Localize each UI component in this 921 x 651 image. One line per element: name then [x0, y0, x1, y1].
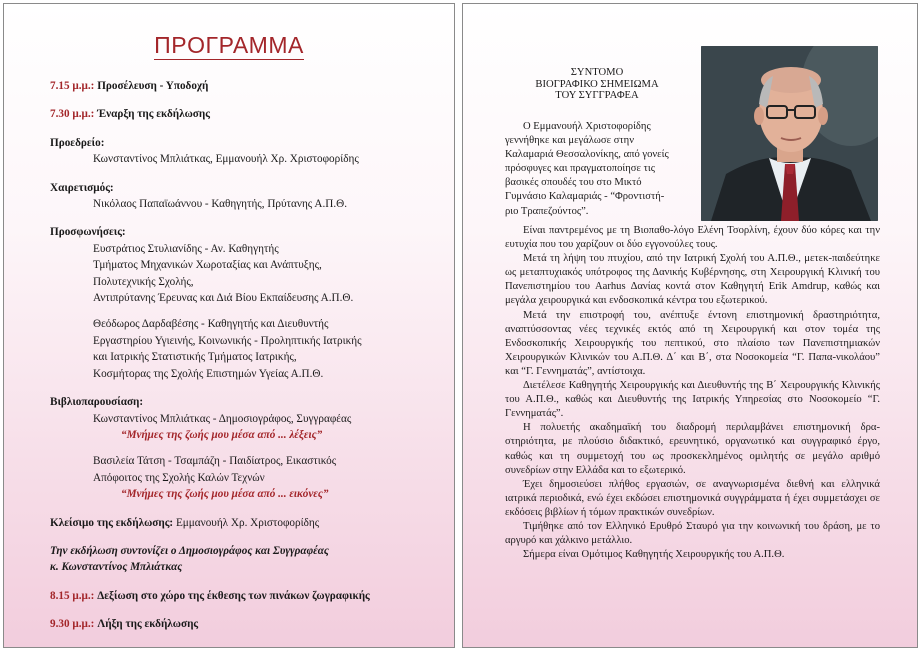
biography-page	[462, 3, 918, 648]
addresses-heading: Προσφωνήσεις:	[50, 226, 126, 239]
speaker2-line: Κοσμήτορας της Σχολής Επιστημών Υγείας Α.Π.Θ.	[93, 367, 324, 380]
speaker1-line: Αντιπρύτανης Έρευνας και Διά Βίου Εκπαίδευσης Α.Π.Θ.	[93, 292, 354, 305]
book-heading: Βιβλιοπαρουσίαση:	[50, 396, 144, 409]
bio-title: ΣΥΝΤΟΜΟ ΒΙΟΓΡΑΦΙΚΟ ΣΗΜΕΙΩΜΑ ΤΟΥ ΣΥΓΓΡΑΦΕΑ	[535, 67, 659, 102]
greeting-heading: Χαιρετισμός:	[50, 181, 114, 194]
presidium-line: Κωνσταντίνος Μπλιάτκας, Εμμανουήλ Χρ. Χριστοφορίδης	[93, 153, 359, 166]
book-presenter2: Βασιλεία Τάτση - Τσαμπάζη - Παιδίατρος, Εικαστικός	[93, 455, 337, 468]
bio-paragraph: Μετά την επιστροφή του, ανέπτυξε έντονη επιστημονική δραστηριότητα, αναπτύσσοντας νέες τεχνικές εκτός από τη Χειρουργική και στον τομέα της Ενδοσκοπικής Χειρουργικής του πεπτικού, στο πλαίσιο των Πανεπιστημιακών Χειρουργικών Κλινικών του Α.Π.Θ. Δ΄ και Β΄, στα Νοσοκομεία “Γ. Παπα-νικολάου” και “Γ. Γεννηματάς”, αντίστοιχα.	[505, 309, 880, 377]
item-start: 7.30 μ.μ.: Έναρξη της εκδήλωσης	[50, 108, 210, 121]
bio-intro: Ο Εμμανουήλ Χριστοφορίδης γεννήθηκε και μεγάλωσε στην Καλαμαριά Θεσσαλονίκης, από γονείς πρόσφυγες και πραγματοποίησε τις βασικές σπουδές του στο Μικτό Γυμνάσιο Καλαμαριάς - “Φροντιστή- ριο Τραπεζούντος”.	[505, 121, 669, 217]
book-quote2: “Μνήμες της ζωής μου μέσα από ... εικόνες”	[121, 488, 329, 501]
speaker1-line: Ευστράτιος Στυλιανίδης - Αν. Καθηγητής	[93, 242, 279, 255]
speaker2-line: και Ιατρικής Στατιστικής Τμήματος Ιατρικής,	[93, 351, 297, 364]
book-presenter1: Κωνσταντίνος Μπλιάτκας - Δημοσιογράφος, Συγγραφέας	[93, 412, 352, 425]
coordinator-line: Την εκδήλωση συντονίζει ο Δημοσιογράφος και Συγγραφέας	[50, 544, 329, 557]
program-page	[3, 3, 455, 648]
item-end: 9.30 μ.μ.: Λήξη της εκδήλωσης	[50, 618, 199, 631]
speaker1-line: Τμήματος Μηχανικών Χωροταξίας και Ανάπτυξης,	[93, 259, 322, 272]
book-quote1: “Μνήμες της ζωής μου μέσα από ... λέξεις”	[121, 428, 323, 441]
bio-paragraph: Σήμερα είναι Ομότιμος Καθηγητής Χειρουργικής του Α.Π.Θ.	[523, 549, 785, 561]
item-arrival: 7.15 μ.μ.: Προσέλευση - Υποδοχή	[50, 80, 209, 92]
greeting-line: Νικόλαος Παπαϊωάννου - Καθηγητής, Πρύτανης Α.Π.Θ.	[93, 198, 348, 211]
coordinator-name: κ. Κωνσταντίνος Μπλιάτκας	[50, 561, 183, 574]
speaker2-line: Θεόδωρος Δαρδαβέσης - Καθηγητής και Διευθυντής	[93, 318, 329, 331]
program-title: ΠΡΟΓΡΑΜΜΑ	[154, 32, 304, 58]
author-photo	[701, 46, 878, 221]
bio-paragraph: Έχει δημοσιεύσει πλήθος εργασιών, σε αναγνωρισμένα διεθνή και ελληνικά ιατρικά περιοδικά, ενώ έχει εκδώσει επιστημονικά συγγράμματα ή έχει συμμετάσχει σε εκδόσεις βιβλίων ή τόμων πρακτικών συνεδρίων.	[505, 478, 880, 518]
program-content	[50, 78, 450, 633]
item-reception: 8.15 μ.μ.: Δεξίωση στο χώρο της έκθεσης των πινάκων ζωγραφικής	[50, 589, 370, 602]
portrait-illustration	[701, 46, 878, 221]
bio-paragraph: Διετέλεσε Καθηγητής Χειρουργικής και Διευθυντής της Β΄ Χειρουργικής Κλινικής του Α.Π.Θ., καθώς και Διευθυντής της Ιατρικής Υπηρεσίας στο Νοσοκομείο “Γ. Γεννηματάς”.	[505, 380, 880, 420]
book-presenter2-school: Απόφοιτος της Σχολής Καλών Τεχνών	[93, 471, 265, 484]
bio-paragraph: Είναι παντρεμένος με τη Βιοπαθο-λόγο Ελένη Τσορλίνη, έχουν δύο κόρες και την ευτυχία που του χαρίζουν οι δύο εγγονούλες τους.	[505, 225, 880, 251]
presidium-heading: Προεδρείο:	[50, 136, 105, 149]
bio-body	[505, 224, 880, 562]
bio-paragraph: Μετά τη λήψη του πτυχίου, από την Ιατρική Σχολή του Α.Π.Θ., μετεκ-παιδεύτηκε ως μεταπτυχιακός υπότροφος της Δανικής Κυβέρνησης, στη Χειρουργική Κλινική του Πανεπιστημίου του Aarhus Δανίας κοντά στον Καθηγητή Erik Amdrup, καθώς και μεγάλα χειρουργικά και ενδοσκοπικά κέντρα του εξωτερικού.	[505, 253, 880, 307]
bio-paragraph: Η πολυετής ακαδημαϊκή του διαδρομή περιλαμβάνει επιστημονική δρα-στηριότητα, με πλούσιο διδακτικό, ερευνητικό, οργανωτικό και συγγραφικό έργο, καθώς και τη συμμετοχή του ως προσκεκλημένος ομιλητής σε μεγάλο αριθμό συνεδρίων στην Ελλάδα και το εξωτερικό.	[505, 422, 880, 476]
bio-paragraph: Τιμήθηκε από τον Ελληνικό Ερυθρό Σταυρό για την κοινωνική του δράση, με το αργυρό και χάλκινο μετάλλιο.	[505, 520, 880, 547]
item-closing: Κλείσιμο της εκδήλωσης: Εμμανουήλ Χρ. Χριστοφορίδης	[50, 516, 320, 529]
speaker1-line: Πολυτεχνικής Σχολής,	[93, 275, 194, 288]
speaker2-line: Εργαστηρίου Υγιεινής, Κοινωνικής - Προληπτικής Ιατρικής	[93, 334, 362, 347]
